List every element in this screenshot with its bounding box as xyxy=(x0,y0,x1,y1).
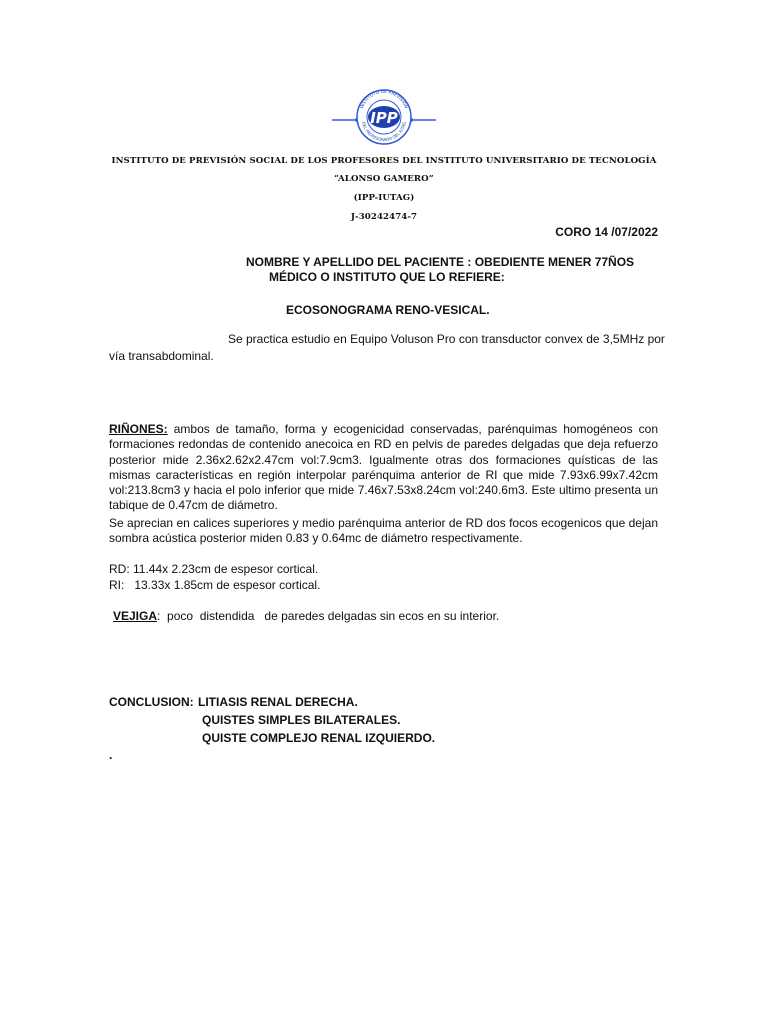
conclusion-item-1: LITIASIS RENAL DERECHA. xyxy=(198,695,358,709)
conclusion-item-2: QUISTES SIMPLES BILATERALES. xyxy=(202,713,401,727)
logo-ring-bottom: DEL PROFESORADO DEL IUTAG xyxy=(361,121,407,143)
bladder-text: : poco distendida de paredes delgadas sin ecos en su interior. xyxy=(157,609,500,623)
kidneys-paragraph-2: Se aprecian en calices superiores y medio parénquima anterior de RD dos focos ecogenicos que dejan sombra acústica posterior miden 0.83 y 0.64mc de diámetro respectivamente. xyxy=(109,516,658,546)
logo-ring-top: INSTITUTO DE PREVISIÓN xyxy=(360,89,408,110)
header-institution: INSTITUTO DE PREVISIÓN SOCIAL DE LOS PROFESORES DEL INSTITUTO UNIVERSITARIO DE TECNOLOGÍA xyxy=(111,156,657,166)
intro-line-1: Se practica estudio en Equipo Voluson Pro con transductor convex de 3,5MHz por xyxy=(228,332,665,346)
kidneys-text: ambos de tamaño, forma y ecogenicidad conservadas, parénquimas homogéneos con formaciones redondas de contenido anecoica en RD en pelvis de paredes delgadas que deja refuerzo posterior mide 2.36x2.62x2.47cm vol:7.9cm3. Igualmente otras dos formaciones quísticas de las mismas características en región interpolar parénquima anterior de RI que mide 7.93x6.99x7.42cm vol:213.8cm3 y hacia el polo inferior que mide 7.46x7.53x8.24cm vol:240.6m3. Este ultimo presenta un tabique de 0.47cm de diámetro. xyxy=(109,422,658,513)
patient-line: NOMBRE Y APELLIDO DEL PACIENTE : OBEDIENTE MENER 77ÑOS xyxy=(246,255,635,269)
study-title: ECOSONOGRAMA RENO-VESICAL. xyxy=(286,303,490,317)
bladder-label: VEJIGA xyxy=(113,609,158,623)
header-acronym: (IPP-IUTAG) xyxy=(353,193,415,203)
kidneys-label: RIÑONES: xyxy=(109,422,168,436)
trailing-dot: . xyxy=(109,748,113,762)
left-kidney-measure: RI: 13.33x 1.85cm de espesor cortical. xyxy=(109,578,321,592)
right-kidney-measure: RD: 11.44x 2.23cm de espesor cortical. xyxy=(109,562,319,576)
header-institution-name: “ALONSO GAMERO” xyxy=(334,174,434,184)
bladder-line xyxy=(113,609,499,623)
referrer-line: MÉDICO O INSTITUTO QUE LO REFIERE: xyxy=(269,270,505,284)
logo-text: IPP xyxy=(370,109,398,127)
institution-logo xyxy=(332,84,436,150)
kidneys-paragraph xyxy=(109,422,658,514)
intro-line-2: vía transabdominal. xyxy=(109,349,214,363)
report-date: CORO 14 /07/2022 xyxy=(555,225,658,239)
conclusion-item-3: QUISTE COMPLEJO RENAL IZQUIERDO. xyxy=(202,731,436,745)
conclusion-label: CONCLUSION: xyxy=(109,695,194,709)
header-rif: J-30242474-7 xyxy=(350,212,418,222)
